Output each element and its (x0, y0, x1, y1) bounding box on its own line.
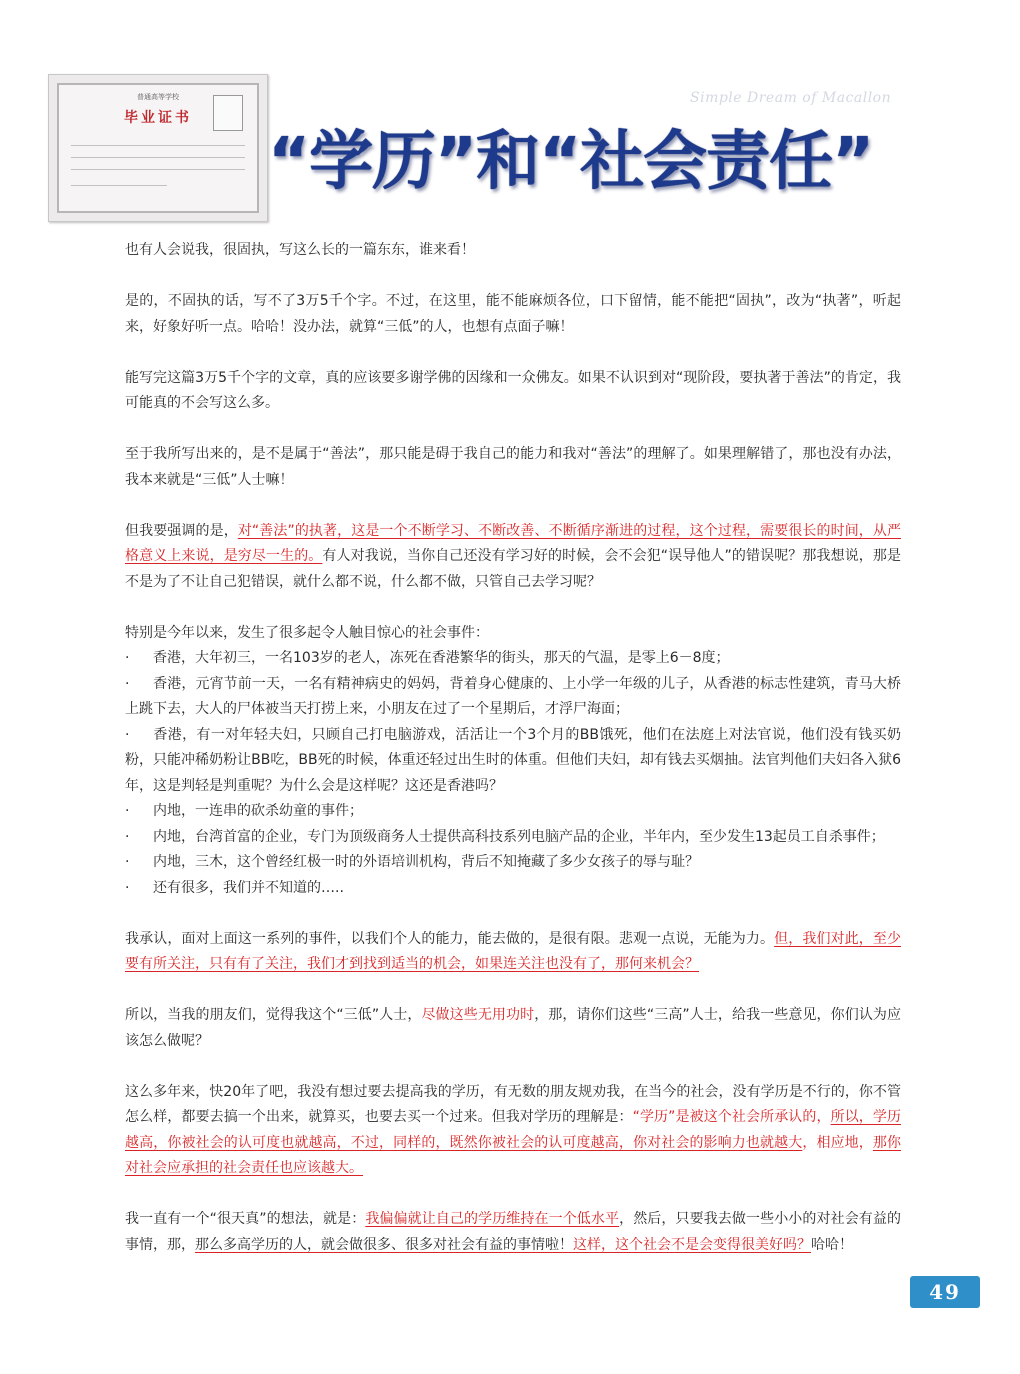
list-item-text: 内地，台湾首富的企业，专门为顶级商务人士提供高科技系列电脑产品的企业，半年内，至少发生13起员工自杀事件； (153, 828, 885, 845)
highlight-text: ，相应地， (802, 1134, 873, 1151)
list-item (125, 850, 901, 876)
list-item-text: 香港，大年初三，一名103岁的老人，冻死在香港繁华的街头，那天的气温，是零上6－8度； (153, 650, 730, 666)
bullet-icon: · (125, 675, 130, 692)
bullet-icon: · (125, 879, 130, 896)
bullet-icon: · (125, 726, 130, 743)
text-run: 所以，当我的朋友们，觉得我这个“三低”人士， (125, 1007, 422, 1023)
highlight-text: 但，我们对此，至少要有所关注，只有有了关注，我们才到找到适当的机会，如果连关注也没有了，那何来机会？ (125, 930, 901, 972)
text-run: 哈哈！ (811, 1236, 853, 1253)
bullet-icon: · (125, 828, 130, 845)
diploma-school: 普通高等学校 (137, 93, 179, 101)
bullet-icon: · (125, 650, 130, 666)
list-item-text: 内地，三木，这个曾经红极一时的外语培训机构，背后不知掩藏了多少女孩子的辱与耻？ (153, 854, 699, 870)
highlight-text: 对“善法”的执著，这是一个不断学习、不断改善、不断循序渐进的过程，这个过程，需要很长的时间，从严格意义上来说，是穷尽一生的。 (125, 522, 902, 564)
underlined-text: 那么多高学历的人，就会做很多、很多对社会有益的事情啦！ (195, 1236, 573, 1253)
list-item (125, 876, 901, 902)
page-number-badge: 49 (910, 1276, 980, 1308)
highlight-text: 我偏偏就让自己的学历维持在一个低水平 (365, 1211, 620, 1227)
text-run: 有人对我说，当你自己还没有学习好的时候，会不会犯“误导他人”的错误呢？那我想说，那是不是为了不让自己犯错误，就什么都不说，什么都不做，只管自己去学习呢？ (125, 548, 901, 590)
list-item-text: 香港，有一对年轻夫妇，只顾自己打电脑游戏，活活让一个3个月的BB饿死，他们在法庭上对法官说，他们没有钱买奶粉，只能冲稀奶粉让BB吃，BB死的时候，体重还轻过出生时的体重。但他们夫妇，却有钱去买烟抽。法官判他们夫妇各入狱6年，这是判轻是判重呢？为什么会是这样呢？这还是香港吗？ (125, 726, 901, 794)
bullet-icon: · (125, 854, 130, 870)
highlight-text: 那你对社会应承担的社会责任也应该越大。 (125, 1134, 902, 1176)
paragraph: 特别是今年以来，发生了很多起令人触目惊心的社会事件： (125, 624, 489, 641)
highlight-text: 这样，这个社会不是会变得很美好吗？ (573, 1236, 811, 1253)
bullet-icon: · (125, 803, 130, 819)
diploma-image (48, 74, 268, 222)
diploma-line (71, 157, 245, 158)
text-run: 我承认，面对上面这一系列的事件，以我们个人的能力，能去做的，是很有限。悲观一点说，无能为力。 (125, 930, 775, 947)
text-run: 这么多年来，快20年了吧，我没有想过要去提高我的学历，有无数的朋友规劝我，在当今的社会，没有学历是不行的，你不管怎么样，都要去搞一个出来，就算买，也要去买一个过来。但我对学历的理解是： (125, 1083, 901, 1125)
text-run: 但我要强调的是， (125, 522, 238, 539)
list-item (125, 825, 901, 851)
list-item-text: 还有很多，我们并不知道的….. (153, 879, 344, 896)
highlight-text: 所以，学历越高，你被社会的认可度也就越高，不过，同样的，既然你被社会的认可度越高，你对社会的影响力也就越大 (125, 1109, 902, 1151)
text-run: ，然后，只要我去做一些小小的对社会有益的事情，那， (125, 1211, 902, 1253)
list-item (125, 672, 901, 723)
list-item (125, 723, 901, 800)
list-item (125, 646, 901, 672)
diploma-line (71, 185, 167, 186)
list-item (125, 799, 901, 825)
paragraph: 也有人会说我，很固执，写这么长的一篇东东，谁来看！ (125, 242, 475, 258)
text-run: 我一直有一个“很天真”的想法，就是： (125, 1211, 366, 1227)
diploma-frame (57, 83, 259, 213)
page-subtitle: Simple Dream of Macallon (690, 90, 892, 106)
paragraph: 能写完这篇3万5千个字的文章，真的应该要多谢学佛的因缘和一众佛友。如果不认识到对“现阶段，要执著于善法”的肯定，我可能真的不会写这么多。 (125, 369, 901, 411)
paragraph (125, 1003, 901, 1054)
paragraph: 至于我所写出来的，是不是属于“善法”，那只能是碍于我自己的能力和我对“善法”的理解了。如果理解错了，那也没有办法，我本来就是“三低”人士嘛！ (125, 446, 901, 488)
highlight-text: 尽做这些无用功时 (421, 1007, 535, 1023)
paragraph: 是的，不固执的话，写不了3万5千个字。不过，在这里，能不能麻烦各位，口下留情，能不能把“固执”，改为“执著”，听起来，好象好听一点。哈哈！没办法，就算“三低”的人，也想有点面子嘛！ (125, 293, 901, 335)
article-body (125, 238, 901, 1284)
diploma-photo-box (213, 95, 243, 131)
paragraph (125, 1080, 901, 1182)
paragraph (125, 519, 901, 596)
diploma-line (71, 169, 245, 170)
paragraph (125, 927, 901, 978)
page-title: “学历”和“社会责任” (268, 125, 874, 199)
diploma-title: 毕业证书 (124, 110, 192, 126)
list-item-text: 内地，一连串的砍杀幼童的事件； (153, 803, 363, 819)
text-run: ，那，请你们这些“三高”人士，给我一些意见，你们认为应该怎么做呢？ (125, 1007, 901, 1049)
diploma-line (71, 145, 245, 146)
paragraph (125, 1207, 901, 1258)
list-item-text: 香港，元宵节前一天，一名有精神病史的妈妈，背着身心健康的、上小学一年级的儿子，从香港的标志性建筑，青马大桥上跳下去，大人的尸体被当天打捞上来，小朋友在过了一个星期后，才浮尸海面； (125, 675, 901, 717)
highlight-text: “学历”是被这个社会所承认的， (632, 1109, 831, 1125)
